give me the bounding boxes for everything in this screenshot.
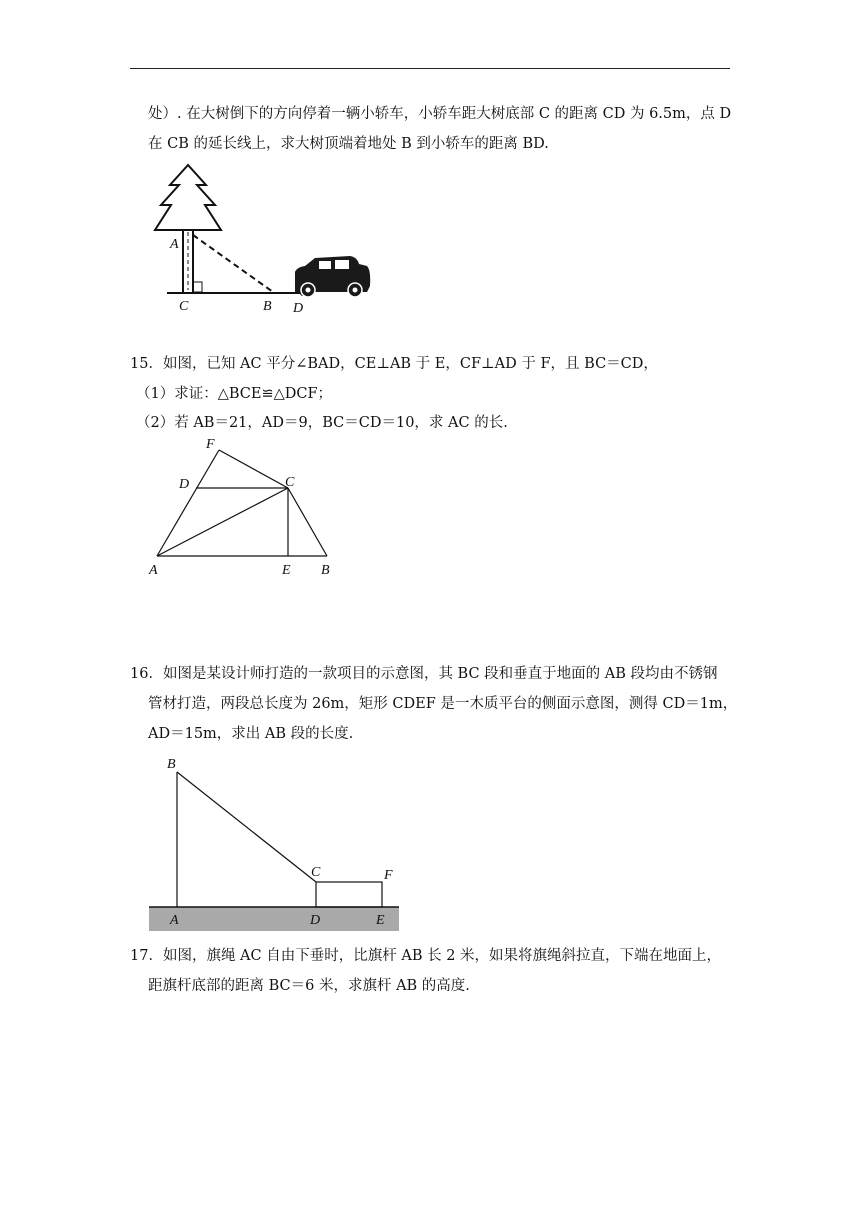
label-f: F xyxy=(206,437,215,452)
header-rule xyxy=(130,68,730,69)
q17-text-line2: 距旗杆底部的距离 BC＝6 米，求旗杆 AB 的高度. xyxy=(148,978,470,994)
q14-figure-tree-car xyxy=(145,160,385,320)
label-b: B xyxy=(321,563,330,578)
label-b: B xyxy=(263,299,272,314)
ground-area xyxy=(149,907,399,931)
segment-bc xyxy=(177,772,316,882)
label-a: A xyxy=(149,563,158,578)
q14-text-line2: 在 CB 的延长线上，求大树顶端着地处 B 到小轿车的距离 BD. xyxy=(148,136,549,152)
label-a: A xyxy=(170,913,179,928)
right-angle-mark xyxy=(193,282,202,292)
label-c: C xyxy=(285,475,295,490)
label-e: E xyxy=(282,563,291,578)
q16-figure-structure xyxy=(145,752,405,934)
q15-text-line1: 15．如图，已知 AC 平分∠BAD，CE⊥AB 于 E，CF⊥AD 于 F，且 BC＝CD， xyxy=(130,356,658,372)
label-a: A xyxy=(170,237,179,252)
label-d: D xyxy=(310,913,321,928)
segment-cb xyxy=(288,488,327,556)
dashed-line-ab xyxy=(193,235,273,292)
label-f: F xyxy=(384,868,393,883)
q16-text-line2: 管材打造，两段总长度为 26m，矩形 CDEF 是一木质平台的侧面示意图，测得 CD＝1m， xyxy=(148,696,738,712)
car-icon xyxy=(295,256,370,297)
q16-text-line1: 16．如图是某设计师打造的一款项目的示意图，其 BC 段和垂直于地面的 AB 段均由不锈钢 xyxy=(130,666,718,682)
label-c: C xyxy=(179,299,189,314)
q15-text-line2: （1）求证：△BCE≌△DCF； xyxy=(136,386,333,402)
segment-fc xyxy=(219,450,288,488)
label-c: C xyxy=(311,865,321,880)
tree-crown xyxy=(155,165,221,230)
label-d: D xyxy=(179,477,190,492)
label-b: B xyxy=(167,757,176,772)
q17-text-line1: 17．如图，旗绳 AC 自由下垂时，比旗杆 AB 长 2 米，如果将旗绳斜拉直，下端在地面上， xyxy=(130,948,722,964)
q15-text-line3: （2）若 AB＝21，AD＝9，BC＝CD＝10，求 AC 的长. xyxy=(136,415,508,431)
label-d: D xyxy=(293,301,304,316)
q16-text-line3: AD＝15m，求出 AB 段的长度. xyxy=(148,726,354,742)
label-e: E xyxy=(376,913,385,928)
q15-figure-geometry xyxy=(145,436,345,581)
q14-text-line1: 处）. 在大树倒下的方向停着一辆小轿车，小轿车距大树底部 C 的距离 CD 为 6.5m，点 D xyxy=(148,106,732,122)
platform-cdef xyxy=(316,882,382,907)
